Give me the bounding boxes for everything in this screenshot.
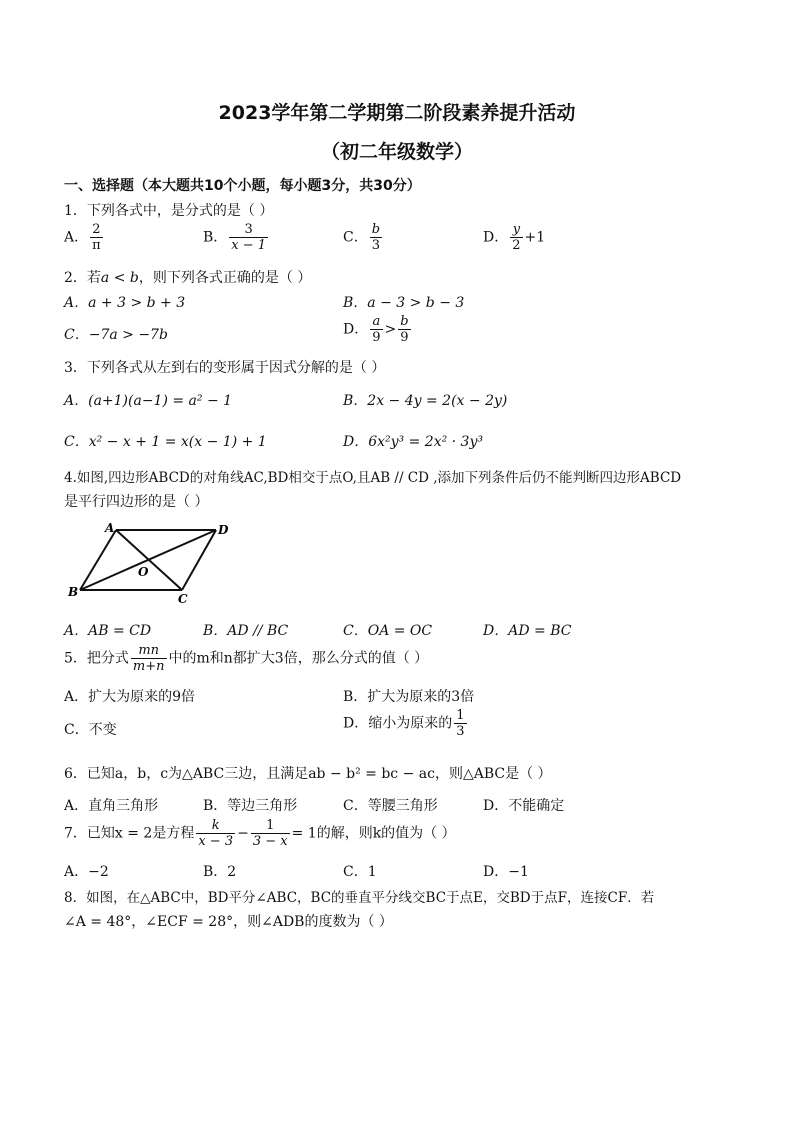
option-label: A． xyxy=(64,229,89,246)
question-8-stem-line1: 8．如图，在△ABC中，BD平分∠ABC，BC的垂直平分线交BC于点E，交BD于点F，连接CF．若 xyxy=(64,890,655,906)
diagonal-bd xyxy=(80,530,216,590)
option-label: B． xyxy=(203,229,228,246)
numerator: y xyxy=(512,222,521,237)
denominator: 2 xyxy=(512,238,521,253)
q5-option-c: C．不变 xyxy=(64,722,117,738)
option-label: C． xyxy=(343,229,368,246)
page-subtitle: （初二年级数学） xyxy=(320,141,473,163)
q1-option-a xyxy=(64,222,105,253)
numerator: 3 xyxy=(244,222,253,237)
option-label: D． xyxy=(483,229,509,246)
question-5-stem: 5．把分式 $\frac{mn}{m+n}$ 中的m和n都扩大3倍，那么分式的值（ ） xyxy=(64,643,429,674)
q6-option-a: A．直角三角形 xyxy=(64,798,159,814)
q5-option-d: D．缩小为原来的 $\frac{1}{3}$ xyxy=(343,708,465,739)
question-3-stem: 3．下列各式从左到右的变形属于因式分解的是（ ） xyxy=(64,360,386,376)
question-4-stem-line1: 4.如图,四边形ABCD的对角线AC,BD相交于点O,且AB // CD ,添加下列条件后仍不能判断四边形ABCD xyxy=(64,470,682,486)
q6-option-d: D．不能确定 xyxy=(483,798,565,814)
label-c: C xyxy=(178,592,188,606)
label-d: D xyxy=(218,523,229,537)
numerator: 2 xyxy=(92,222,101,237)
q5-option-a: A．扩大为原来的9倍 xyxy=(64,689,196,705)
denominator: π xyxy=(92,238,101,253)
question-1-stem: 1．下列各式中，是分式的是（ ） xyxy=(64,203,274,219)
denominator: x − 1 xyxy=(231,238,267,253)
parallelogram-figure xyxy=(64,518,244,606)
q4-option-d: D．AD = BC xyxy=(483,623,572,639)
denominator: 3 xyxy=(371,238,381,253)
question-6-stem: 6．已知a，b，c为△ABC三边，且满足ab − b² = bc − ac，则△ABC是（ ） xyxy=(64,766,552,782)
question-4-stem-line2: 是平行四边形的是（ ） xyxy=(64,494,209,510)
label-b: B xyxy=(68,585,79,599)
q2-option-c: C．−7a > −7b xyxy=(64,327,168,343)
q3-option-d: D．6x²y³ = 2x² · 3y³ xyxy=(343,434,483,450)
q3-option-b: B．2x − 4y = 2(x − 2y) xyxy=(343,393,508,409)
label-o: O xyxy=(138,565,149,579)
section-heading: 一、选择题（本大题共10个小题，每小题3分，共30分） xyxy=(64,178,421,194)
q3-option-a: A．(a+1)(a−1) = a² − 1 xyxy=(64,393,233,409)
q2-option-b: B．a − 3 > b − 3 xyxy=(343,295,465,311)
q3-option-c: C．x² − x + 1 = x(x − 1) + 1 xyxy=(64,434,267,450)
q6-option-c: C．等腰三角形 xyxy=(343,798,438,814)
q7-option-a: A．−2 xyxy=(64,864,109,880)
option-tail: +1 xyxy=(524,229,546,246)
label-a: A xyxy=(105,521,115,535)
q7-option-c: C．1 xyxy=(343,864,377,880)
q2-option-d: D． $\frac{a}{9}$ > $\frac{b}{9}$ xyxy=(343,314,409,345)
q1-option-b xyxy=(203,222,270,253)
q5-option-b: B．扩大为原来的3倍 xyxy=(343,689,475,705)
q7-option-d: D．−1 xyxy=(483,864,529,880)
q4-option-b: B．AD // BC xyxy=(203,623,289,639)
page-title: 2023学年第二学期第二阶段素养提升活动 xyxy=(218,102,576,124)
q1-option-c xyxy=(343,222,384,253)
question-8-stem-line2: ∠A = 48°，∠ECF = 28°，则∠ADB的度数为（ ） xyxy=(64,914,393,930)
question-7-stem: 7．已知x = 2是方程 $\frac{k}{x - 3}$ − $\frac{1}{3 - x}$ = 1的解，则k的值为（ ） xyxy=(64,818,456,849)
q2-option-a: A．a + 3 > b + 3 xyxy=(64,295,186,311)
q1-option-d xyxy=(483,222,545,253)
q7-option-b: B．2 xyxy=(203,864,237,880)
question-2-stem: 2．若a < b，则下列各式正确的是（ ） xyxy=(64,270,312,286)
edge-cd xyxy=(182,530,216,590)
q6-option-b: B．等边三角形 xyxy=(203,798,298,814)
q4-option-a: A．AB = CD xyxy=(64,623,152,639)
numerator: b xyxy=(371,222,381,237)
q4-option-c: C．OA = OC xyxy=(343,623,433,639)
